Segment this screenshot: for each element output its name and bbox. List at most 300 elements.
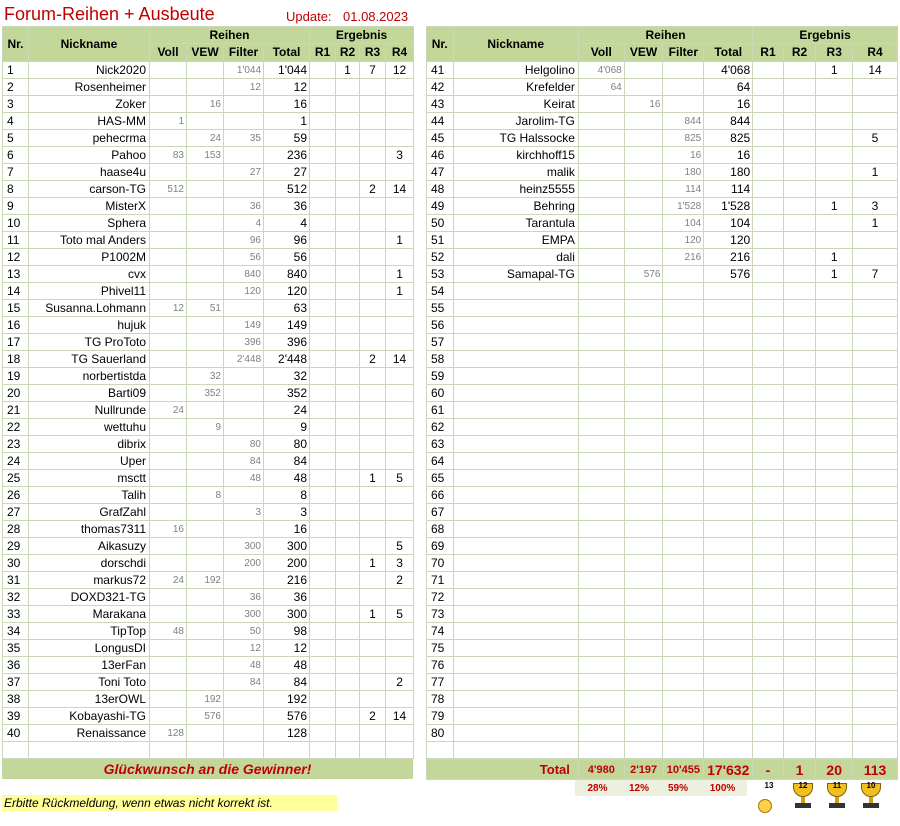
cell-vew (624, 538, 663, 555)
cell-r1 (753, 300, 784, 317)
cell-r3 (816, 487, 853, 504)
cell-r1 (753, 249, 784, 266)
cell-r1 (310, 640, 336, 657)
cell-total (704, 351, 753, 368)
cell-vew (624, 283, 663, 300)
cell-filter (663, 487, 704, 504)
smiley-13er-icon (756, 783, 782, 813)
header-total: Total (264, 44, 310, 62)
cell-total: 63 (264, 300, 310, 317)
cell-r3 (816, 215, 853, 232)
cell-voll: 16 (150, 521, 187, 538)
cell-nick: MisterX (29, 198, 150, 215)
cell-r1 (310, 96, 336, 113)
cell-nick: heinz5555 (453, 181, 578, 198)
cell-r1 (310, 385, 336, 402)
cell-r2 (336, 385, 360, 402)
cell-r4 (853, 555, 898, 572)
cell-r4 (853, 402, 898, 419)
cell-voll: 12 (150, 300, 187, 317)
cell-filter: 844 (663, 113, 704, 130)
cell-nr: 75 (427, 640, 454, 657)
cell-voll (150, 504, 187, 521)
cell-voll: 4'068 (578, 62, 624, 79)
cell-r2 (336, 96, 360, 113)
cell-r3 (360, 419, 386, 436)
cell-voll (578, 215, 624, 232)
cell-nr: 50 (427, 215, 454, 232)
cell-voll (578, 283, 624, 300)
cell-vew (624, 436, 663, 453)
cell-voll (578, 147, 624, 164)
header-filter: Filter (663, 44, 704, 62)
cell-r1 (310, 657, 336, 674)
total-r2: 1 (783, 760, 816, 780)
cell-r3 (816, 504, 853, 521)
cell-voll (578, 555, 624, 572)
cell-r3 (360, 283, 386, 300)
cell-filter (663, 368, 704, 385)
table-row (3, 725, 414, 742)
cell-nr: 67 (427, 504, 454, 521)
cell-filter (224, 402, 264, 419)
cell-r4 (386, 334, 414, 351)
cell-r3 (360, 640, 386, 657)
cell-vew (624, 368, 663, 385)
cell-total (704, 402, 753, 419)
cell-total (704, 453, 753, 470)
cell-r4 (386, 215, 414, 232)
percent-vew: 12% (620, 780, 658, 796)
cell-voll (150, 62, 187, 79)
cell-r3 (816, 147, 853, 164)
cell-r1 (310, 606, 336, 623)
cell-r1 (753, 504, 784, 521)
cell-filter: 825 (663, 130, 704, 147)
cell-r1 (753, 351, 784, 368)
cell-r4 (853, 691, 898, 708)
cell-r4: 12 (386, 62, 414, 79)
cell-r2 (783, 470, 816, 487)
cell-r1 (753, 283, 784, 300)
cell-nr: 30 (3, 555, 29, 572)
cell-r3 (816, 470, 853, 487)
cell-total: 840 (264, 266, 310, 283)
cell-voll (150, 198, 187, 215)
cell-r4 (386, 402, 414, 419)
header-filter: Filter (224, 44, 264, 62)
cell-r2 (336, 300, 360, 317)
cell-r3 (360, 402, 386, 419)
cell-filter (224, 96, 264, 113)
cell-filter: 840 (224, 266, 264, 283)
cell-filter (663, 521, 704, 538)
cell-total: 576 (264, 708, 310, 725)
cell-nick: dorschdi (29, 555, 150, 572)
cell-r2 (783, 453, 816, 470)
cell-total (704, 334, 753, 351)
cell-filter (663, 538, 704, 555)
cell-nr: 38 (3, 691, 29, 708)
cell-total (704, 657, 753, 674)
cell-total: 48 (264, 657, 310, 674)
cell-r1 (753, 555, 784, 572)
table-row (427, 368, 898, 385)
cell-vew (624, 674, 663, 691)
cell-r4 (853, 300, 898, 317)
table-row (3, 555, 414, 572)
cell-voll: 512 (150, 181, 187, 198)
cell-r2 (783, 368, 816, 385)
cell-filter: 48 (224, 470, 264, 487)
cell-filter (224, 521, 264, 538)
cell-nr: 80 (427, 725, 454, 742)
cell-r2 (336, 130, 360, 147)
cell-r3 (360, 96, 386, 113)
trophy-legend (756, 779, 896, 815)
cell-nick: Aikasuzy (29, 538, 150, 555)
left-table (2, 26, 414, 759)
cell-r3 (816, 555, 853, 572)
cell-vew (624, 555, 663, 572)
header-nr: Nr. (3, 27, 29, 62)
cell-vew (187, 606, 224, 623)
table-row (427, 351, 898, 368)
cell-r4: 1 (386, 266, 414, 283)
cell-voll (578, 96, 624, 113)
table-row (3, 300, 414, 317)
cell-total: 80 (264, 436, 310, 453)
cell-nr: 56 (427, 317, 454, 334)
cell-total: 4'068 (704, 62, 753, 79)
cell-r3 (360, 130, 386, 147)
cell-total (704, 521, 753, 538)
cell-filter: 200 (224, 555, 264, 572)
totals-label: Total (427, 760, 579, 780)
cell-vew (624, 215, 663, 232)
header-voll: Voll (150, 44, 187, 62)
cell-voll (578, 691, 624, 708)
cell-total: 1 (264, 113, 310, 130)
cell-total (704, 725, 753, 742)
cell-nick: Krefelder (453, 79, 578, 96)
cell-vew (624, 232, 663, 249)
cell-r3: 1 (360, 470, 386, 487)
cell-total: 300 (264, 606, 310, 623)
cell-r4 (853, 436, 898, 453)
table-row (3, 640, 414, 657)
cell-r1 (753, 113, 784, 130)
table-row (427, 640, 898, 657)
table-row (427, 317, 898, 334)
cell-r2 (336, 249, 360, 266)
cell-r3 (816, 130, 853, 147)
cell-r1 (310, 368, 336, 385)
cell-r1 (310, 300, 336, 317)
total-total: 17'632 (704, 760, 753, 780)
cell-r1 (753, 385, 784, 402)
cell-r4: 5 (386, 606, 414, 623)
cell-vew (624, 385, 663, 402)
cell-nr: 44 (427, 113, 454, 130)
cell-vew (187, 538, 224, 555)
cell-nick: dali (453, 249, 578, 266)
cell-r4 (386, 691, 414, 708)
cell-vew (624, 317, 663, 334)
table-row (427, 572, 898, 589)
cell-vew: 16 (187, 96, 224, 113)
cell-r1 (310, 487, 336, 504)
header-nickname: Nickname (453, 27, 578, 62)
cell-r4 (386, 589, 414, 606)
cell-vew (624, 198, 663, 215)
cell-r1 (753, 181, 784, 198)
cell-vew (624, 147, 663, 164)
cell-r3 (816, 79, 853, 96)
cell-r1 (753, 623, 784, 640)
cell-r2 (783, 334, 816, 351)
cell-r3: 7 (360, 62, 386, 79)
cell-total: 32 (264, 368, 310, 385)
cell-r1 (753, 266, 784, 283)
cell-filter (663, 606, 704, 623)
cell-r3 (816, 623, 853, 640)
cell-r1 (310, 453, 336, 470)
cell-voll (578, 402, 624, 419)
cell-r3: 2 (360, 708, 386, 725)
cell-r1 (753, 674, 784, 691)
header-total: Total (704, 44, 753, 62)
cell-r1 (310, 623, 336, 640)
table-row (3, 334, 414, 351)
cell-nr: 1 (3, 62, 29, 79)
cell-nick: HAS-MM (29, 113, 150, 130)
cell-r2 (783, 504, 816, 521)
cell-filter (663, 402, 704, 419)
cell-r1 (310, 113, 336, 130)
cell-r1 (310, 130, 336, 147)
cell-r1 (753, 368, 784, 385)
cell-total: 352 (264, 385, 310, 402)
cell-vew (624, 640, 663, 657)
cell-voll (578, 317, 624, 334)
cell-r1 (753, 232, 784, 249)
cell-nick (453, 674, 578, 691)
cell-voll (150, 79, 187, 96)
cell-filter (663, 436, 704, 453)
cell-filter (663, 691, 704, 708)
cell-r2: 1 (336, 62, 360, 79)
cell-r4: 14 (386, 181, 414, 198)
cell-voll (150, 470, 187, 487)
cell-r1 (753, 657, 784, 674)
cell-r1 (753, 334, 784, 351)
total-vew: 2'197 (624, 760, 663, 780)
cell-filter: 396 (224, 334, 264, 351)
cell-filter (224, 691, 264, 708)
cell-filter: 27 (224, 164, 264, 181)
cell-r1 (753, 436, 784, 453)
cell-filter (663, 589, 704, 606)
cell-r3: 1 (816, 266, 853, 283)
cell-r3 (816, 725, 853, 742)
cell-r1 (310, 62, 336, 79)
cell-vew (624, 487, 663, 504)
cell-r2 (783, 402, 816, 419)
cell-nick: Rosenheimer (29, 79, 150, 96)
table-row (427, 113, 898, 130)
cell-r1 (310, 691, 336, 708)
cell-total (704, 674, 753, 691)
congrats-text: Glückwunsch an die Gewinner! (103, 761, 312, 777)
cell-nr: 3 (3, 96, 29, 113)
cell-voll (578, 504, 624, 521)
cell-nr: 69 (427, 538, 454, 555)
table-row (3, 419, 414, 436)
cell-total: 16 (264, 96, 310, 113)
cell-nick: Jarolim-TG (453, 113, 578, 130)
cell-vew (624, 623, 663, 640)
cell-nick: Phivel11 (29, 283, 150, 300)
cell-r4 (853, 96, 898, 113)
cell-r4 (853, 606, 898, 623)
cell-nick: pehecrma (29, 130, 150, 147)
cell-r2 (783, 691, 816, 708)
cell-r2 (336, 317, 360, 334)
cell-voll (578, 113, 624, 130)
cell-total: 16 (704, 96, 753, 113)
cell-total: 8 (264, 487, 310, 504)
cell-nick: dibrix (29, 436, 150, 453)
cell-vew: 16 (624, 96, 663, 113)
table-row (3, 266, 414, 283)
cell-nr: 47 (427, 164, 454, 181)
trophy-12er-icon (790, 783, 816, 813)
table-row (3, 215, 414, 232)
page-title: Forum-Reihen + Ausbeute (4, 4, 215, 24)
cell-voll (150, 640, 187, 657)
cell-nick: malik (453, 164, 578, 181)
cell-vew (624, 504, 663, 521)
table-row (427, 487, 898, 504)
cell-r3 (360, 79, 386, 96)
table-row (3, 147, 414, 164)
cell-nr: 68 (427, 521, 454, 538)
table-row (427, 521, 898, 538)
cell-voll (578, 487, 624, 504)
cell-nick (453, 385, 578, 402)
table-row (3, 113, 414, 130)
header-nr: Nr. (427, 27, 454, 62)
cell-voll (578, 300, 624, 317)
cell-filter: 1'044 (224, 62, 264, 79)
cell-nr: 51 (427, 232, 454, 249)
cell-total (704, 283, 753, 300)
cell-filter (224, 385, 264, 402)
cell-total (704, 487, 753, 504)
cell-r4 (853, 487, 898, 504)
cell-vew (624, 691, 663, 708)
cell-r1 (753, 521, 784, 538)
cell-vew (187, 521, 224, 538)
cell-nr: 52 (427, 249, 454, 266)
cell-voll: 24 (150, 402, 187, 419)
cell-r2 (336, 521, 360, 538)
cell-r2 (783, 79, 816, 96)
cell-r1 (753, 164, 784, 181)
cell-r3 (816, 419, 853, 436)
cell-filter (663, 708, 704, 725)
cell-total: 84 (264, 453, 310, 470)
cell-r3 (816, 368, 853, 385)
cell-voll (578, 657, 624, 674)
total-r4: 113 (853, 760, 898, 780)
table-row (427, 283, 898, 300)
cell-voll (578, 538, 624, 555)
cell-filter: 300 (224, 538, 264, 555)
cell-r2 (336, 351, 360, 368)
cell-filter: 216 (663, 249, 704, 266)
table-row (3, 606, 414, 623)
cell-voll (150, 385, 187, 402)
cell-nr: 63 (427, 436, 454, 453)
cell-voll: 48 (150, 623, 187, 640)
cell-nr: 46 (427, 147, 454, 164)
cell-filter: 2'448 (224, 351, 264, 368)
cell-vew (187, 266, 224, 283)
cell-r4: 3 (853, 198, 898, 215)
cell-r4: 5 (386, 470, 414, 487)
cell-nr: 28 (3, 521, 29, 538)
cell-total: 216 (704, 249, 753, 266)
cell-r2 (336, 725, 360, 742)
cell-total (704, 470, 753, 487)
cell-nr: 32 (3, 589, 29, 606)
cell-filter (663, 572, 704, 589)
cell-voll (578, 334, 624, 351)
cell-filter (663, 62, 704, 79)
cell-vew (187, 470, 224, 487)
cell-r2 (783, 351, 816, 368)
cell-r4 (853, 317, 898, 334)
header-vew: VEW (624, 44, 663, 62)
cell-nick (453, 453, 578, 470)
cell-filter (224, 487, 264, 504)
cell-nr: 36 (3, 657, 29, 674)
cell-total: 120 (704, 232, 753, 249)
cell-filter: 120 (224, 283, 264, 300)
cell-r2 (336, 164, 360, 181)
cell-r3 (816, 674, 853, 691)
cell-r3 (360, 249, 386, 266)
cell-voll (150, 232, 187, 249)
cell-total (704, 300, 753, 317)
cell-r1 (753, 96, 784, 113)
cell-nick: Susanna.Lohmann (29, 300, 150, 317)
cell-r1 (753, 198, 784, 215)
cell-voll (578, 521, 624, 538)
cell-vew (624, 453, 663, 470)
cell-vew (624, 62, 663, 79)
cell-r2 (336, 606, 360, 623)
cell-voll: 128 (150, 725, 187, 742)
cell-nick: carson-TG (29, 181, 150, 198)
cell-nr: 20 (3, 385, 29, 402)
cell-vew: 8 (187, 487, 224, 504)
cell-r1 (310, 708, 336, 725)
cell-nick (453, 351, 578, 368)
cell-nick: kirchhoff15 (453, 147, 578, 164)
